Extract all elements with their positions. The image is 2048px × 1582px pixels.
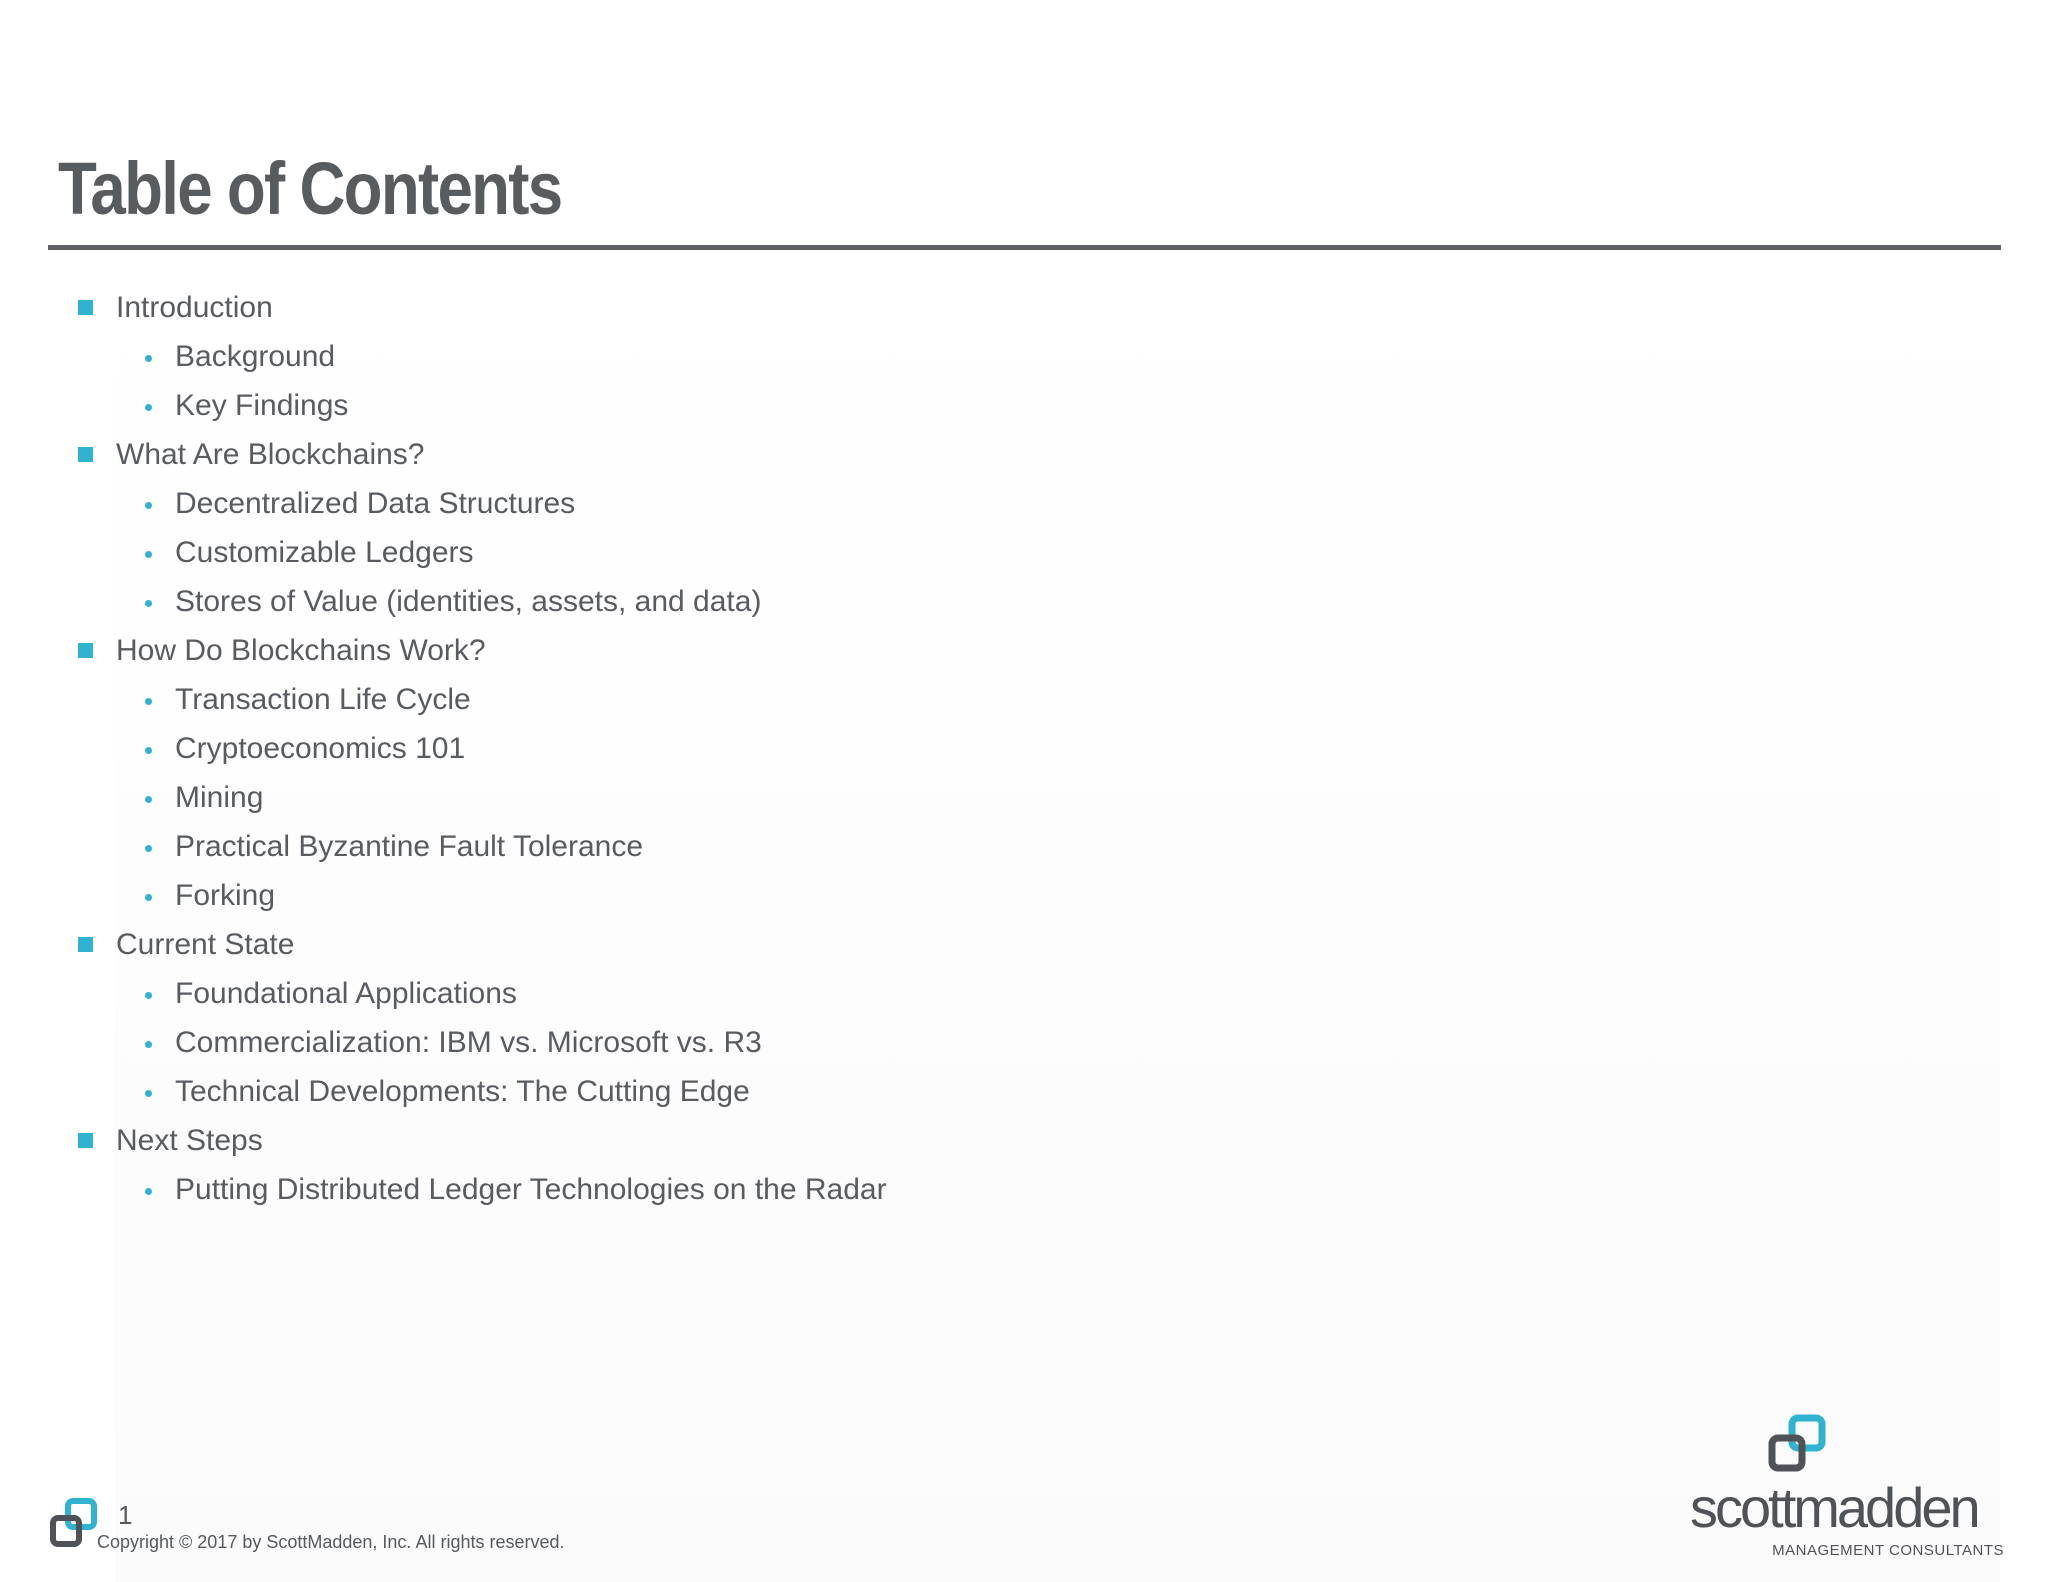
dot-bullet-icon	[145, 502, 152, 509]
toc-item-label: Transaction Life Cycle	[175, 683, 471, 716]
toc-item-label: Putting Distributed Ledger Technologies on the Radar	[175, 1173, 887, 1206]
page-number: 1	[118, 1500, 133, 1530]
toc-section-item	[116, 437, 424, 473]
dot-bullet-icon	[145, 796, 152, 803]
toc-section-item	[116, 927, 294, 963]
toc-subsection-item	[175, 339, 335, 375]
dot-bullet-icon	[145, 600, 152, 607]
toc-item-label: Commercialization: IBM vs. Microsoft vs. R3	[175, 1026, 762, 1059]
toc-subsection-item	[175, 682, 471, 718]
square-bullet-icon	[78, 643, 93, 658]
toc-subsection-item	[175, 731, 465, 767]
dot-bullet-icon	[145, 747, 152, 754]
dot-bullet-icon	[145, 992, 152, 999]
toc-subsection-item	[175, 878, 275, 914]
toc-subsection-item	[175, 1025, 762, 1061]
toc-subsection-item	[175, 535, 474, 571]
toc-item-label: Decentralized Data Structures	[175, 487, 576, 520]
dot-bullet-icon	[145, 404, 152, 411]
square-bullet-icon	[78, 447, 93, 462]
toc-item-label: Key Findings	[175, 389, 349, 422]
toc-subsection-item	[175, 388, 348, 424]
dot-bullet-icon	[145, 1041, 152, 1048]
square-bullet-icon	[78, 937, 93, 952]
page-title: Table of Contents	[58, 147, 562, 230]
toc-subsection-item	[175, 1074, 750, 1110]
dot-bullet-icon	[145, 355, 152, 362]
toc-item-label: Mining	[175, 781, 264, 814]
toc-subsection-item	[175, 829, 643, 865]
toc-item-label: What Are Blockchains?	[116, 438, 425, 471]
toc-item-label: Stores of Value (identities, assets, and data)	[175, 585, 762, 618]
dot-bullet-icon	[145, 894, 152, 901]
toc-subsection-item	[175, 1172, 887, 1208]
toc-subsection-item	[175, 486, 575, 522]
toc-subsection-item	[175, 780, 263, 816]
toc-section-item	[116, 633, 486, 669]
toc-item-label: How Do Blockchains Work?	[116, 634, 486, 667]
dot-bullet-icon	[145, 1090, 152, 1097]
toc-item-label: Forking	[175, 879, 276, 912]
toc-item-label: Background	[175, 340, 336, 373]
dot-bullet-icon	[145, 1188, 152, 1195]
toc-item-label: Foundational Applications	[175, 977, 517, 1010]
toc-subsection-item	[175, 584, 761, 620]
scottmadden-small-logo-icon	[48, 1498, 102, 1552]
toc-item-label: Customizable Ledgers	[175, 536, 474, 569]
square-bullet-icon	[78, 1133, 93, 1148]
copyright-notice: Copyright © 2017 by ScottMadden, Inc. All rights reserved.	[97, 1532, 565, 1552]
toc-section-item	[116, 290, 273, 326]
title-divider	[48, 245, 2001, 250]
toc-subsection-item	[175, 976, 517, 1012]
toc-item-label: Next Steps	[116, 1124, 263, 1157]
brand-name: scottmadden	[1690, 1476, 1978, 1539]
dot-bullet-icon	[145, 845, 152, 852]
toc-item-label: Practical Byzantine Fault Tolerance	[175, 830, 644, 863]
toc-item-label: Current State	[116, 928, 295, 961]
linked-squares-logo-icon	[1766, 1414, 1828, 1476]
dot-bullet-icon	[145, 698, 152, 705]
toc-section-item	[116, 1123, 263, 1159]
brand-tagline: MANAGEMENT CONSULTANTS	[1772, 1542, 2004, 1559]
toc-item-label: Technical Developments: The Cutting Edge	[175, 1075, 750, 1108]
toc-item-label: Cryptoeconomics 101	[175, 732, 466, 765]
dot-bullet-icon	[145, 551, 152, 558]
scottmadden-logo	[1690, 1414, 2004, 1559]
square-bullet-icon	[78, 300, 93, 315]
toc-item-label: Introduction	[116, 291, 273, 324]
